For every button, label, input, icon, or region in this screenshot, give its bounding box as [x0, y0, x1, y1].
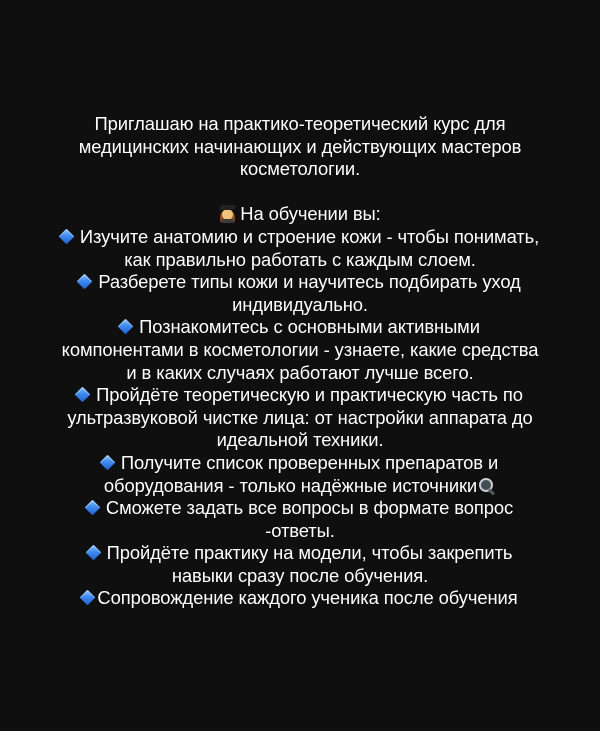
bullet-text: Изучите анатомию и строение кожи - чтобы понимать, — [79, 225, 540, 247]
bullet-continuation: идеальной техники. — [216, 429, 384, 451]
intro-line: косметологии. — [239, 158, 361, 180]
blue-diamond-icon — [85, 500, 101, 516]
bullet-item-practice — [0, 542, 600, 565]
student-graduate-icon — [219, 205, 236, 223]
section-heading — [0, 203, 600, 226]
bullet-item-questions — [0, 497, 600, 520]
bullet-text: Получите список проверенных препаратов и — [120, 451, 499, 473]
bullet-text: Пройдёте теоретическую и практическую часть по — [96, 384, 523, 406]
bullet-text: Разберете типы кожи и научитесь подбирать уход — [98, 271, 521, 293]
blue-diamond-icon — [118, 319, 134, 335]
blue-diamond-icon — [80, 590, 96, 606]
bullet-item-skin-types — [0, 271, 600, 294]
intro-line: медицинских начинающих и действующих мастеров — [78, 135, 522, 157]
bullet-item-products-list — [0, 452, 600, 475]
bullet-item-active-components — [0, 316, 600, 339]
blank-line — [0, 181, 600, 204]
bullet-continuation: как правильно работать с каждым слоем. — [124, 248, 476, 270]
section-heading-text: На обучении вы: — [240, 203, 381, 225]
bullet-item-ultrasonic-cleaning — [0, 384, 600, 407]
bullet-continuation: -ответы. — [265, 519, 335, 541]
bullet-item-support — [0, 587, 600, 610]
blue-diamond-icon — [100, 455, 116, 471]
bullet-continuation: навыки сразу после обучения. — [171, 564, 429, 586]
bullet-continuation: индивидуально. — [232, 293, 368, 315]
bullet-text: Сопровождение каждого ученика после обучения — [97, 587, 518, 609]
bullet-text: Познакомитесь с основными активными — [139, 316, 480, 338]
blue-diamond-icon — [85, 545, 101, 561]
bullet-text: Сможете задать все вопросы в формате вопрос — [105, 497, 514, 519]
bullet-continuation: и в каких случаях работают лучше всего. — [126, 361, 474, 383]
bullet-text: оборудования - только надёжные источники — [103, 474, 478, 496]
blue-diamond-icon — [59, 229, 75, 245]
blue-diamond-icon — [77, 274, 93, 290]
bullet-continuation: ультразвуковой чистке лица: от настройки аппарата до — [67, 406, 533, 428]
bullet-text: Пройдёте практику на модели, чтобы закрепить — [106, 542, 513, 564]
bullet-item-anatomy — [0, 226, 600, 249]
bullet-continuation: компонентами в косметологии - узнаете, какие средства — [61, 338, 539, 360]
bullet-continuation — [0, 475, 600, 498]
blue-diamond-icon — [75, 387, 91, 403]
course-announcement-text — [0, 113, 600, 610]
intro-line: Приглашаю на практико-теоретический курс для — [94, 113, 506, 134]
magnifying-glass-icon — [478, 477, 496, 495]
